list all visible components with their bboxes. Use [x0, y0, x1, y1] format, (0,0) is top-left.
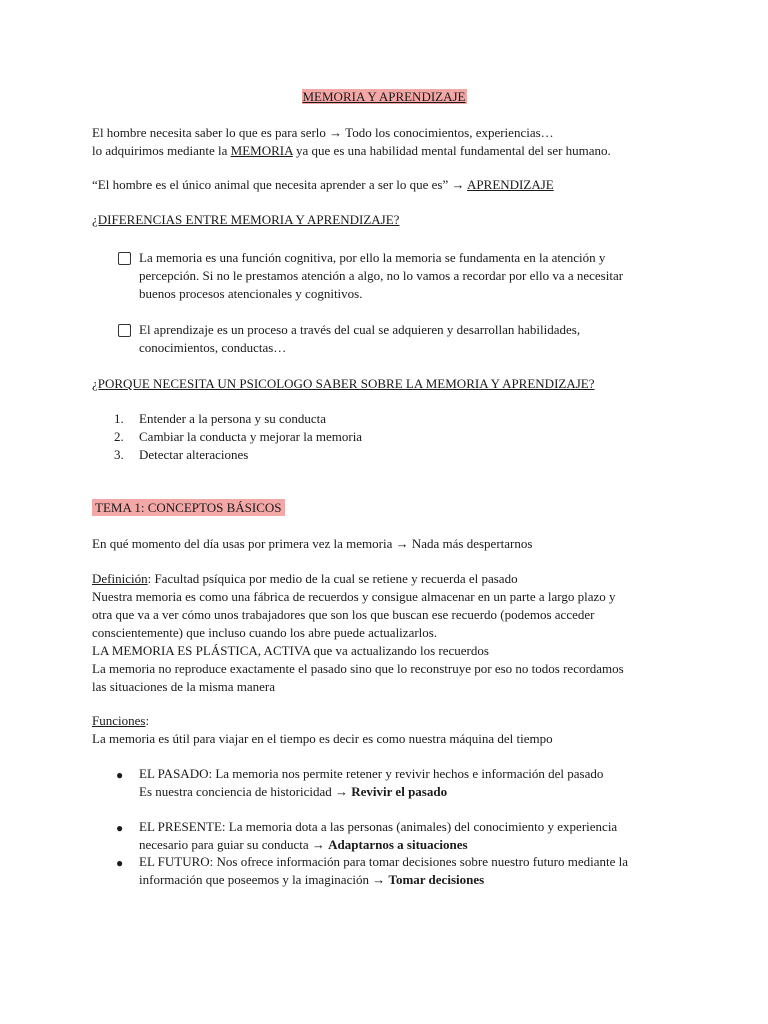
list-number: 2.	[114, 429, 124, 444]
bullet-presente-line-1: EL PRESENTE: La memoria dota a las personas (animales) del conocimiento y experiencia	[139, 819, 618, 834]
checkbox-icon[interactable]	[118, 252, 131, 265]
checklist-item-2-line-2: conocimientos, conductas…	[139, 340, 287, 355]
bullet-icon: ●	[116, 856, 124, 870]
tema-heading-text: TEMA 1: CONCEPTOS BÁSICOS	[92, 499, 285, 516]
bullet-item-pasado	[139, 765, 678, 801]
bullet-presente-emphasis: Adaptarnos a situaciones	[328, 837, 468, 852]
bullet-futuro-line-2	[139, 871, 678, 889]
quote-text: “El hombre es el único animal que necesita aprender a ser lo que es” →	[92, 177, 468, 192]
list-number: 3.	[114, 447, 124, 462]
question-porque	[92, 375, 688, 393]
checklist-item	[139, 249, 678, 303]
funciones-line-2: La memoria es útil para viajar en el tiempo es decir es como nuestra máquina del tiempo	[92, 731, 553, 746]
quote-line	[92, 176, 688, 194]
question-diferencias	[92, 211, 688, 229]
bullet-presente-text: necesario para guiar su conducta →	[139, 837, 329, 852]
quote-paragraph	[92, 176, 688, 194]
page-title	[0, 88, 768, 106]
bullet-item-presente	[139, 818, 678, 854]
intro-line-1: El hombre necesita saber lo que es para serlo → Todo los conocimientos, experiencias…	[92, 125, 554, 140]
bullet-pasado-line-1: EL PASADO: La memoria nos permite retener y revivir hechos e información del pasado	[139, 766, 604, 781]
funciones-line-1	[92, 712, 688, 730]
definicion-line-3: otra que va a ver cómo unos trabajadores que son los que buscan ese recuerdo (podemos acceder	[92, 607, 595, 622]
checklist-item-1-line-1: La memoria es una función cognitiva, por ello la memoria se fundamenta en la atención y	[139, 250, 606, 265]
funciones-colon: :	[145, 713, 150, 728]
definicion-line-1	[92, 570, 688, 588]
aprendizaje-term: APRENDIZAJE	[467, 177, 554, 192]
definicion-line-5: LA MEMORIA ES PLÁSTICA, ACTIVA que va actualizando los recuerdos	[92, 643, 489, 658]
bullet-presente-line-2	[139, 836, 678, 854]
bullet-futuro-line-1: EL FUTURO: Nos ofrece información para tomar decisiones sobre nuestro futuro mediante la	[139, 854, 629, 869]
definicion-line-6: La memoria no reproduce exactamente el pasado sino que lo reconstruye por eso no todos recordamos	[92, 661, 624, 676]
bullet-futuro-emphasis: Tomar decisiones	[388, 872, 485, 887]
tema-heading	[92, 499, 688, 517]
bullet-item-futuro	[139, 853, 678, 889]
definicion-paragraph	[92, 570, 688, 696]
numbered-list-item: Cambiar la conducta y mejorar la memoria	[139, 429, 363, 444]
intro-line-2-end: ya que es una habilidad mental fundamental del ser humano.	[292, 143, 611, 158]
list-number: 1.	[114, 411, 124, 426]
definicion-line-4: conscientemente) que incluso cuando los abre puede actualizarlos.	[92, 625, 438, 640]
definicion-line-7: las situaciones de la misma manera	[92, 679, 276, 694]
funciones-label: Funciones	[92, 713, 146, 728]
definicion-text: : Facultad psíquica por medio de la cual se retiene y recuerda el pasado	[147, 571, 518, 586]
title-text: MEMORIA Y APRENDIZAJE	[302, 89, 466, 104]
checklist-item-1-line-2: percepción. Si no le prestamos atención a algo, no lo vamos a recordar por ello va a necesitar	[139, 268, 624, 283]
momento-text: En qué momento del día usas por primera vez la memoria → Nada más despertarnos	[92, 536, 533, 551]
definicion-line-2: Nuestra memoria es como una fábrica de recuerdos y consigue almacenar en un parte a largo plazo y	[92, 589, 616, 604]
intro-paragraph	[92, 124, 688, 160]
checkbox-icon[interactable]	[118, 324, 131, 337]
funciones-paragraph	[92, 712, 688, 748]
bullet-icon: ●	[116, 821, 124, 835]
intro-line-2-start: lo adquirimos mediante la	[92, 143, 231, 158]
momento-paragraph	[92, 535, 688, 553]
bullet-pasado-emphasis: Revivir el pasado	[351, 784, 448, 799]
checklist-item-1-line-3: buenos procesos atencionales y cognitivos.	[139, 286, 363, 301]
numbered-list-item: Entender a la persona y su conducta	[139, 411, 326, 426]
question-2-text: ¿PORQUE NECESITA UN PSICOLOGO SABER SOBRE LA MEMORIA Y APRENDIZAJE?	[92, 376, 595, 391]
question-1-text: ¿DIFERENCIAS ENTRE MEMORIA Y APRENDIZAJE?	[92, 212, 400, 227]
checklist-item	[139, 321, 678, 357]
bullet-icon: ●	[116, 768, 124, 782]
memoria-term: MEMORIA	[230, 143, 293, 158]
bullet-pasado-line-2	[139, 783, 678, 801]
bullet-futuro-text: información que poseemos y la imaginación →	[139, 872, 389, 887]
numbered-list-item: Detectar alteraciones	[139, 447, 249, 462]
bullet-pasado-text: Es nuestra conciencia de historicidad →	[139, 784, 352, 799]
intro-line-2	[92, 142, 688, 160]
definicion-label: Definición	[92, 571, 148, 586]
checklist-item-2-line-1: El aprendizaje es un proceso a través del cual se adquieren y desarrollan habilidades,	[139, 322, 581, 337]
